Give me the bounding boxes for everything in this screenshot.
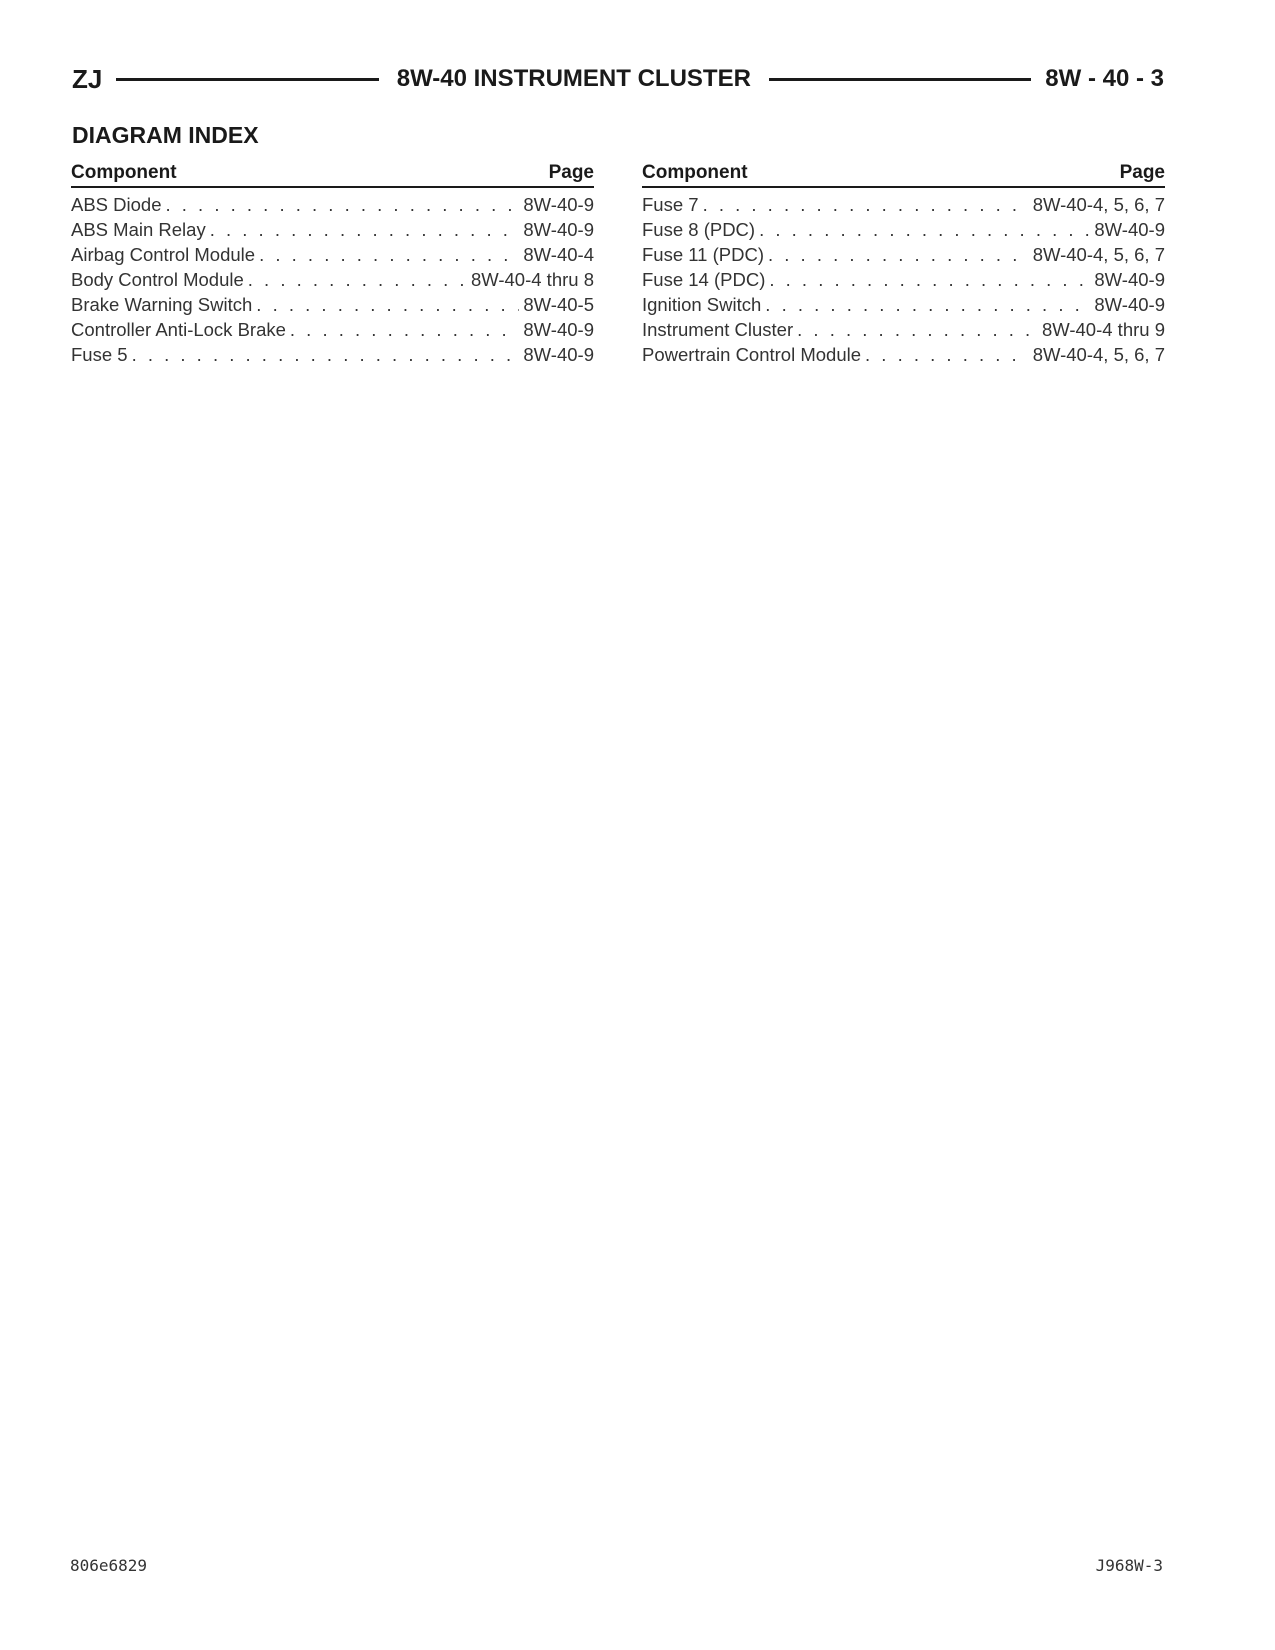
page-reference: 8W-40-4, 5, 6, 7 — [1032, 244, 1165, 265]
header-rule-left — [116, 78, 378, 81]
component-name: Brake Warning Switch — [71, 294, 253, 315]
index-row — [71, 294, 594, 319]
component-column-header: Component — [642, 162, 748, 183]
page-reference: 8W-40-4 thru 8 — [470, 269, 594, 290]
index-row — [642, 244, 1165, 269]
index-row — [642, 269, 1165, 294]
index-row — [642, 344, 1165, 369]
component-name: Instrument Cluster — [642, 319, 794, 340]
index-row — [642, 194, 1165, 219]
component-name: ABS Diode — [71, 194, 162, 215]
footer-code-right: J968W-3 — [1095, 1556, 1163, 1575]
dot-leader — [132, 344, 520, 366]
footer-code-left: 806e6829 — [70, 1556, 148, 1575]
dot-leader — [768, 244, 1029, 266]
page-reference: 8W-40-4 — [523, 244, 594, 265]
section-title-header: 8W-40 INSTRUMENT CLUSTER — [396, 65, 751, 92]
page-column-header: Page — [548, 162, 594, 183]
page-reference: 8W-40-5 — [523, 294, 594, 315]
page-reference: 8W-40-9 — [1094, 219, 1165, 240]
component-name: Fuse 7 — [642, 194, 699, 215]
component-name: Powertrain Control Module — [642, 344, 862, 365]
index-row — [71, 244, 594, 269]
page-reference: 8W-40-4, 5, 6, 7 — [1032, 194, 1165, 215]
page-reference: 8W-40-9 — [523, 194, 594, 215]
dot-leader — [769, 269, 1090, 291]
dot-leader — [759, 219, 1090, 241]
dot-leader — [259, 244, 519, 266]
index-row — [71, 269, 594, 294]
header-rule-right — [769, 78, 1031, 81]
dot-leader — [210, 219, 520, 241]
component-name: Controller Anti-Lock Brake — [71, 319, 286, 340]
component-name: ABS Main Relay — [71, 219, 206, 240]
dot-leader — [703, 194, 1029, 216]
page-reference: 8W-40-9 — [523, 319, 594, 340]
page-reference: 8W-40-9 — [523, 344, 594, 365]
component-name: Fuse 5 — [71, 344, 128, 365]
index-column-right — [642, 158, 1165, 369]
dot-leader — [256, 294, 519, 316]
component-name: Airbag Control Module — [71, 244, 256, 265]
page-number: 8W - 40 - 3 — [1045, 65, 1164, 92]
vehicle-code: ZJ — [72, 63, 103, 94]
index-row — [71, 219, 594, 244]
index-rows — [642, 194, 1165, 369]
component-column-header: Component — [71, 162, 177, 183]
page-reference: 8W-40-4, 5, 6, 7 — [1032, 344, 1165, 365]
dot-leader — [765, 294, 1090, 316]
page-reference: 8W-40-9 — [1094, 269, 1165, 290]
dot-leader — [865, 344, 1029, 366]
index-row — [642, 294, 1165, 319]
component-name: Body Control Module — [71, 269, 244, 290]
dot-leader — [166, 194, 520, 216]
index-column-header — [71, 158, 594, 188]
index-row — [71, 344, 594, 369]
component-name: Fuse 11 (PDC) — [642, 244, 764, 265]
index-row — [642, 319, 1165, 344]
page-reference: 8W-40-9 — [1094, 294, 1165, 315]
index-column-header — [642, 158, 1165, 188]
index-row — [71, 194, 594, 219]
component-name: Fuse 14 (PDC) — [642, 269, 766, 290]
index-row — [71, 319, 594, 344]
dot-leader — [290, 319, 519, 341]
dot-leader — [248, 269, 467, 291]
diagram-index-title: DIAGRAM INDEX — [72, 122, 259, 148]
page-reference: 8W-40-4 thru 9 — [1041, 319, 1165, 340]
component-name: Fuse 8 (PDC) — [642, 219, 756, 240]
page-header — [72, 60, 1164, 98]
index-row — [642, 219, 1165, 244]
page-reference: 8W-40-9 — [523, 219, 594, 240]
page-column-header: Page — [1119, 162, 1165, 183]
index-column-left — [71, 158, 594, 369]
component-name: Ignition Switch — [642, 294, 762, 315]
dot-leader — [797, 319, 1038, 341]
index-rows — [71, 194, 594, 369]
